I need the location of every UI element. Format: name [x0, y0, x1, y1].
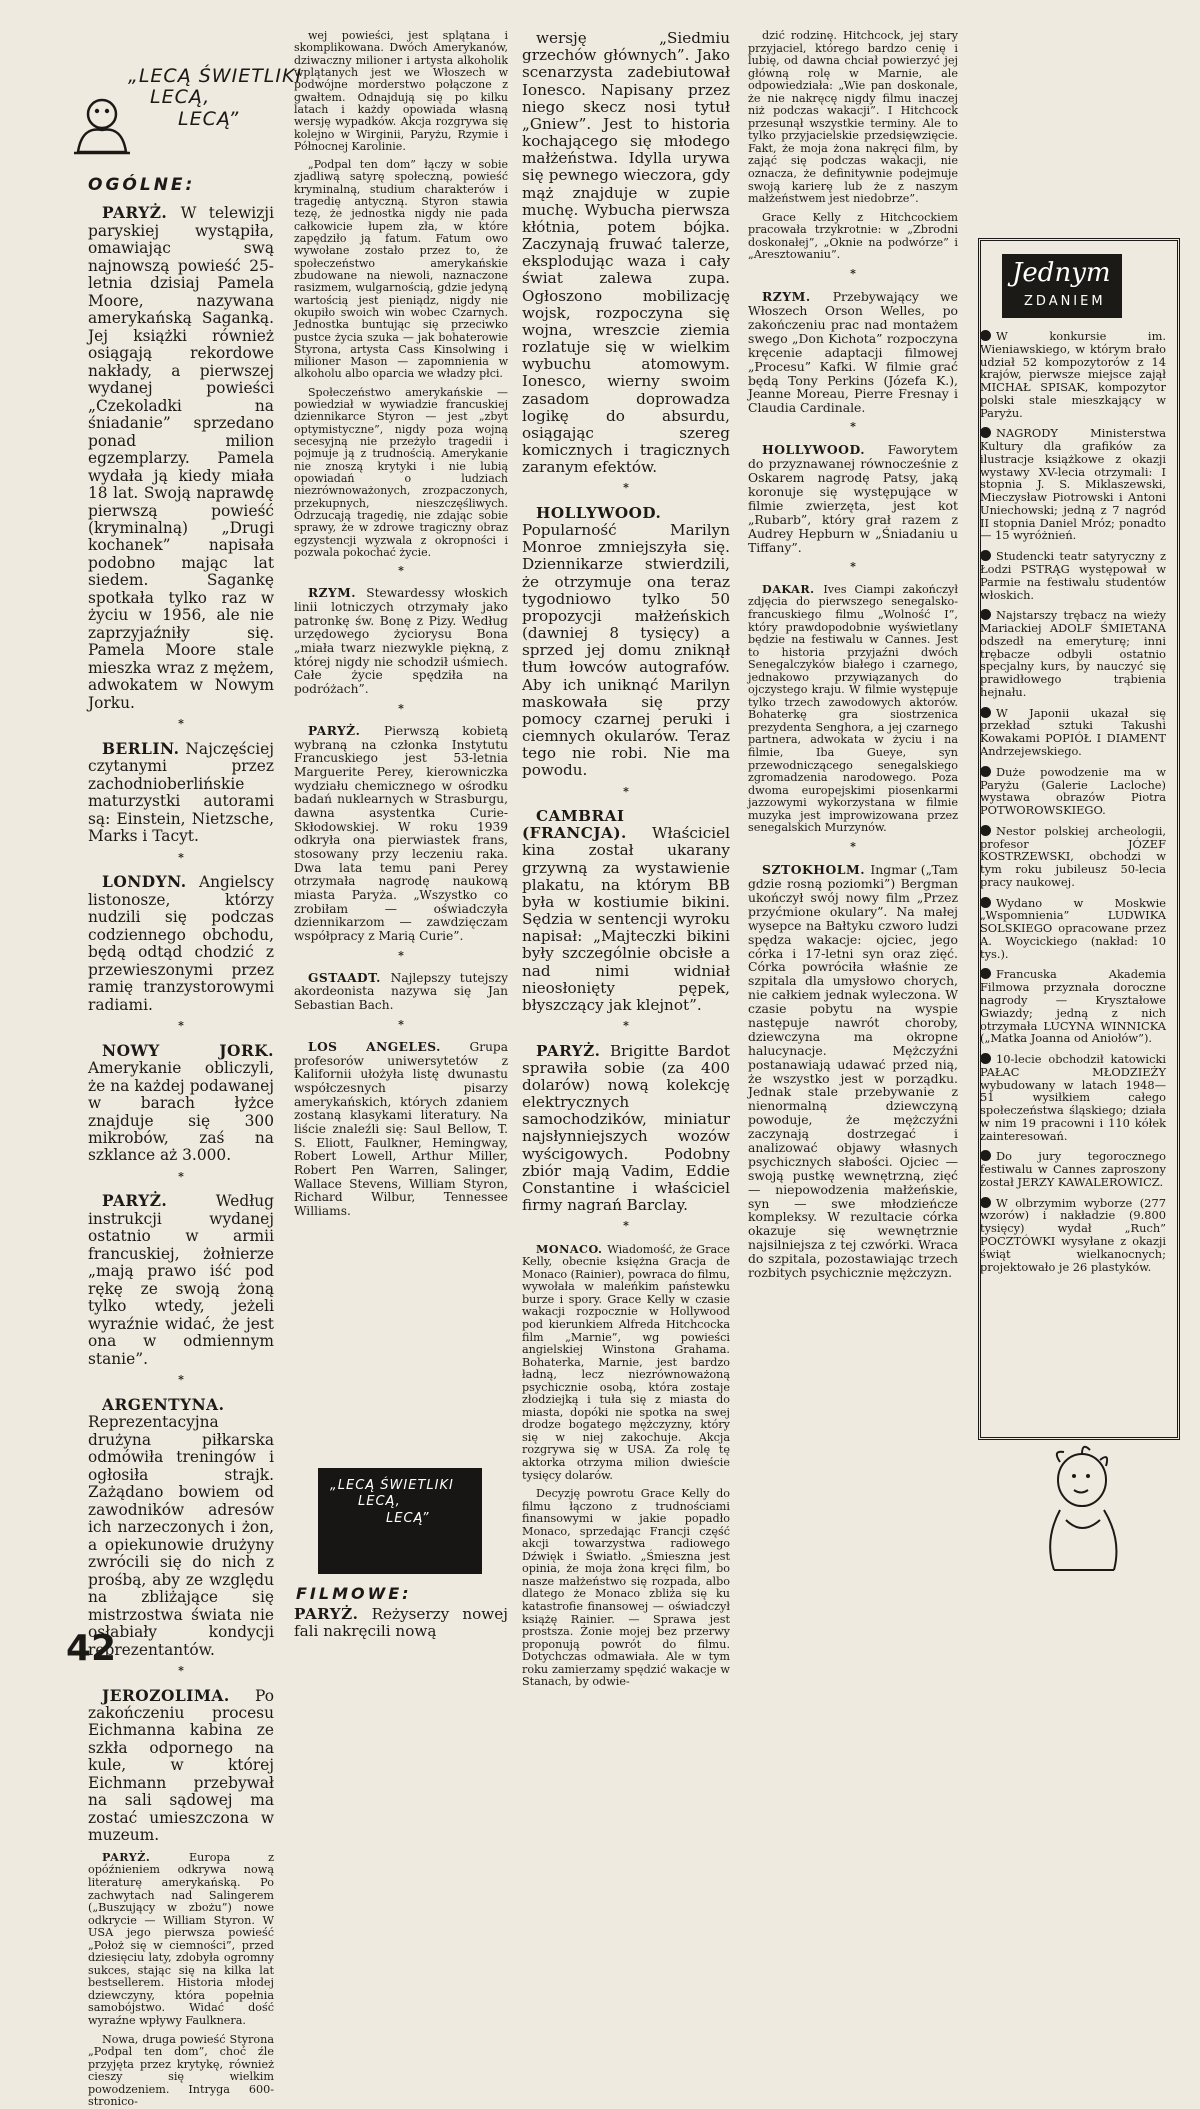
news-text: Grace Kelly z Hitchcockiem pracowała trzykrotnie: w „Zbrodni doskonałej”, „Oknie na podwórze” i „Aresztowaniu”. [748, 210, 958, 262]
item-text: Do jury tegorocznego festiwalu w Cannes zaproszony został JERZY KAWALEROWICZ. [980, 1149, 1166, 1189]
news-text: Nowa, druga powieść Styrona „Podpal ten dom”, choć źle przyjęta przez krytykę, również cieszy się wielkim powodzeniem. Intryga 600-stronico- [88, 2032, 274, 2109]
bullet-dot-icon [980, 825, 991, 836]
film-news-start [294, 1606, 508, 1640]
news-city: PARYŻ. [102, 204, 181, 223]
news-text: Pierwszą kobietą wybraną na członka Instytutu Francuskiego jest 53-letnia Marguerite Perey, kierowniczka wydziału chemicznego w ośrodku badań nuklearnych w Strasburgu, dawna asystentka Curie-Skłodowskiej. W roku 1939 odkryła ona pierwiastek frans, stosowany przy leczeniu raka. Dwa lata temu pani Perey otrzymała nagrodę naukową miasta Paryża. „Wszystko co zrobiłam — oświadczyła dziennikarzom — zawdzięczam współpracy z Marią Curie”. [294, 724, 508, 943]
separator-star: * [623, 784, 629, 798]
logo-title-line2: LECĄ, [150, 86, 211, 109]
news-text: Według instrukcji wydanej ostatnio w armii francuskiej, żołnierze „mają prawo iść pod rękę ze swoją żoną tylko wtedy, jeżeli wyraźnie widać, że jest ona w odmiennym stanie”. [88, 1192, 274, 1368]
separator-star: * [850, 266, 856, 280]
item-text: W Japonii ukazał się przekład sztuki Takushi Kowakami POPIÓŁ I DIAMENT Andrzejewskiego. [980, 705, 1166, 758]
separator-star: * [623, 1019, 629, 1033]
news-item [294, 1041, 508, 1219]
separator-star: * [850, 839, 856, 853]
news-city: HOLLYWOOD. [536, 503, 662, 522]
news-text: Faworytem do przyznawanej równocześnie z Oskarem nagrodę Patsy, jaką koronuje się występujące w filmie zwierzęta, jest kot „Rubarb”, który grał razem z Audrey Hepburn w „Śniadaniu u Tiffany”. [748, 442, 958, 555]
bullet-dot-icon [980, 427, 991, 438]
news-text: Przebywający we Włoszech Orson Welles, po zakończeniu prac nad montażem swego „Don Kichota” rozpoczyna kręcenie adaptacji filmowej „Procesu” Kafki. W filmie grać będą Tony Perkins (Józefa K.), Jeanne Moreau, Pierre Fresnay i Claudia Cardinale. [748, 289, 958, 416]
one-sentence-item [980, 550, 1166, 601]
bullet-dot-icon [980, 330, 991, 341]
item-text: W olbrzymim wyborze (277 wzorów) i nakładzie (9.800 tysięcy) wydał „Ruch” POCZTÓWKI wysyłane z okazji świąt wielkanocnych; projektowało je 26 plastyków. [980, 1195, 1166, 1274]
news-item [88, 1043, 274, 1165]
bullet-dot-icon [980, 1053, 991, 1064]
column-one-sentence-news [980, 330, 1166, 1430]
separator-star: * [398, 564, 404, 578]
news-city: ARGENTYNA. [102, 1395, 225, 1414]
news-item [522, 1043, 730, 1215]
news-text: Reprezentacyjna drużyna piłkarska odmówiła treningów i ogłosiła strajk. Zażądano bowiem od zawodników adresów ich narzeczonych i żon, a opiekunowie drużyny zwrócili się do nich z prośbą, aby ze względu na zbliżające się mistrzostwa świata nie osłabiały kondycji reprezentantów. [88, 1413, 274, 1659]
bullet-dot-icon [980, 550, 991, 561]
news-city: CAMBRAI (FRANCJA). [522, 807, 653, 843]
news-text: Ingmar („Tam gdzie rosną poziomki”) Bergman ukończył swój nowy film „Przez przyćmione okulary”. Na małej wysepce na Bałtyku czworo ludzi spędza wakacje: ojciec, jego córka i 17-letni syn oraz zięć. Córka powróciła właśnie ze szpitala dla umysłowo chorych, nie całkiem jednak wyleczona. W czasie pobytu na wyspie następuje nawrót choroby, dziewczyna ma okropne halucynacje. Mężczyźni postanawiają udawać przed nią, że wszystko jest w porządku. Jednak stale przebywanie z nienormalną dziewczyną powoduje, że mężczyźni zaczynają dostrzegać i analizować objawy własnych psychicznych słabości. Ojciec — swoją pustkę wewnętrzną, zięć — niepowodzenia małżeńskie, syn — swe młodzieńcze kompleksy. W rezultacie córka okazuje się wewnętrznie najsilniejsza z tej czwórki. Wraca do szpitala, pozostawiając trzech rozbitych psychicznie mężczyzn. [748, 862, 958, 1280]
news-item [748, 30, 958, 206]
news-item [748, 863, 958, 1280]
news-item [88, 1193, 274, 1368]
news-text: Grupa profesorów uniwersytetów z Kalifornii ułożyła listę dwunastu współczesnych pisarzy amerykańskich, których zdaniem zostaną klasykami literatury. Na liście znaleźli się: Saul Bellow, T. S. Eliott, Faulkner, Hemingway, Robert Lowell, Arthur Miller, Robert Pen Warren, Salinger, Wallace Stevens, William Styron, Richard Wilbur, Tennessee Williams. [294, 1040, 508, 1218]
one-sentence-item [980, 1150, 1166, 1188]
news-text: dzić rodzinę. Hitchcock, jej stary przyjaciel, którego bardzo cenię i lubię, od dawna chciał powierzyć jej główną rolę w Marnie, ale odpowiedziała: „Wie pan doskonale, że nie nakręcę nigdy filmu inaczej niż podczas wakacji”. I Hitchcock przesunął wszystkie terminy. Ale to tylko przyjacielskie przedsięwzięcie. Fakt, że moja żona nakręci film, by zająć się podczas wakacji, nie oznacza, że definitywnie podejmuje swoją karierę lub że z naszym małżeństwem jest niedobrze”. [748, 29, 958, 206]
col5-items [980, 330, 1166, 1273]
col4-articles [748, 30, 958, 1280]
news-text: Ives Ciampi zakończył zdjęcia do pierwszego senegalsko-francuskiego filmu „Wolność I”, który prawdopodobnie wyświetlany będzie na festiwalu w Cannes. Jest to historia przyjaźni dwóch Senegalczyków białego i czarnego, jednakowo przywiązanych do ojczystego kraju. W filmie występuje tylko trzech zawodowych aktorów. Bohaterkę gra siostrzenica prezydenta Senghora, a jej czarnego partnera, adwokata w życiu i na filmie, Iba Gueye, syn przewodniczącego senegalskiego zgromadzenia narodowego. Poza dwoma europejskimi piosenkarmi jazzowymi wykorzystana w filmie muzyka jest improwizowana przez senegalskich Murzynów. [748, 582, 958, 835]
separator-star: * [398, 948, 404, 962]
separator-star: * [178, 1019, 184, 1033]
news-text: Najczęściej czytanymi przez zachodnioberlińskie maturzystki autorami są: Einstein, Nietzsche, Marks i Tacyt. [88, 739, 274, 846]
one-sentence-item [980, 707, 1166, 758]
separator-star: * [178, 1664, 184, 1678]
separator-star: * [623, 481, 629, 495]
news-item [294, 972, 508, 1013]
news-item [88, 1688, 274, 1845]
separator-star: * [178, 850, 184, 864]
film-logo-line2: LECĄ, [358, 1494, 401, 1510]
bullet-dot-icon [980, 707, 991, 718]
item-text: Wydano w Moskwie „Wspomnienia” LUDWIKA SOLSKIEGO opracowane przez A. Woycickiego (nakład: 10 tys.). [980, 895, 1166, 961]
news-text: Amerykanie obliczyli, że na każdej podawanej w barach łyżce znajduje się 300 mikrobów, zaś na szklance aż 3.000. [88, 1059, 274, 1165]
news-item [522, 30, 730, 476]
bullet-dot-icon [980, 968, 991, 979]
item-text: Najstarszy trębacz na wieży Mariackiej ADOLF ŚMIETANA odszedł na emeryturę; inni trębacze odbyli ostatnio specjalny kurs, by nauczyć się prawidłowego trąbienia hejnału. [980, 608, 1166, 699]
news-item [88, 874, 274, 1014]
news-text: wersję „Siedmiu grzechów głównych”. Jako scenarzysta zadebiutował Ionesco. Napisany przez niego skecz nosi tytuł „Gniew”. Jest to historia kochającego się młodego małżeństwa. Idylla urywa się pewnego wieczora, gdy mąż znajduje w zupie muchę. Wybucha pierwsza kłótnia, potem bójka. Zaczynają fruwać talerze, eksplodując waza i cały świat zalewa zupa. Ogłoszono mobilizację wojsk, rozpoczyna się wojna, wreszcie ziemia rozlatuje się w wielkim wybuchu atomowym. Ionesco, wierny swoim zasadom doprowadza logikę do absurdu, osiągając szereg komicznych i tragicznych zaranym efektów. [522, 29, 730, 477]
news-item [748, 583, 958, 835]
bullet-dot-icon [980, 766, 991, 777]
news-item [88, 1851, 274, 2028]
separator-star: * [178, 1169, 184, 1183]
news-item [748, 290, 958, 415]
news-item [294, 587, 508, 696]
news-city: RZYM. [762, 289, 833, 305]
news-item [748, 443, 958, 554]
styron-paragraph: Społeczeństwo amerykańskie — powiedział w wywiadzie francuskiej dziennikarce Styron — jest „zbyt optymistyczne”, nigdy poza wojną secesyjną nie przeżyło tragedii i pojmuje ją z trudnością. Amerykanie nie znoszą krytyki i nie lubią opowiadań o ludziach niezrównoważonych, zrozpaczonych, przekupnych, nieszczęśliwych. Odrzucają tragedię, nie zdając sobie sprawy, że w zdrowe tragiczny obraz egzystencji wyzwala z okropności i pozwala pokochać życie. [294, 385, 508, 559]
one-sentence-item [980, 1053, 1166, 1142]
news-item [88, 205, 274, 712]
news-text: Właściciel kina został ukarany grzywną za wystawienie plakatu, na którym BB była w kostiumie bikini. Sędzia w sentencji wyroku napisał: „Majteczki bikini były szczególnie obcisłe a nad nimi widniał nieosłonięty pępek, błyszczący jak klejnot”. [522, 824, 730, 1014]
page-number: 42 [66, 1628, 117, 1669]
news-city: SZTOKHOLM. [762, 862, 871, 878]
film-logo-line3: LECĄ” [386, 1510, 430, 1526]
news-text: Wiadomość, że Grace Kelly, obecnie księżna Gracja de Monaco (Rainier), powraca do filmu, wywołała w maleńkim państewku burze i spory. Grace Kelly w czasie wakacji rozpocznie w Hollywood pod kierunkiem Alfreda Hitchcocka film „Marnie”, wg powieści angielskiej Winstona Grahama. Bohaterka, Marnie, jest bardzo ładną, lecz niezrównoważoną psychicznie osobą, która zostaje złodziejką i tuła się z miasta do miasta, dopóki nie spotka na swej drodze bogatego mężczyzny, który się w niej zakochuje. Akcja rozgrywa się w USA. Za rolę tę aktorka otrzyma milion dwieście tysięcy dolarów. [522, 1242, 730, 1482]
one-sentence-item [980, 897, 1166, 961]
item-text: 10-lecie obchodził katowicki PAŁAC MŁODZIEŻY wybudowany w latach 1948—51 wysiłkiem całego społeczeństwa śląskiego; działa w nim 19 pracowni i 110 kółek zainteresowań. [980, 1052, 1166, 1143]
column-film-news-2 [748, 30, 958, 1670]
news-text: Popularność Marilyn Monroe zmniejszyła się. Dziennikarze stwierdzili, że otrzymuje ona teraz tygodniowo tylko 50 propozycji małżeńskich (dawniej 8 tysięcy) a sprzed jej domu zniknął tłum łowców autografów. Aby ich uniknąć Marilyn maskowała się przy pomocy czarnej peruki i ciemnych okularów. Teraz tego nie robi. Nie ma powodu. [522, 521, 730, 780]
item-text: Nestor polskiej archeologii, profesor JÓZEF KOSTRZEWSKI, obchodzi w tym roku jubileusz 50-lecia pracy naukowej. [980, 823, 1166, 889]
logo-title [128, 66, 302, 130]
news-city: LOS ANGELES. [308, 1040, 470, 1055]
col1-articles [88, 205, 274, 2109]
separator-star: * [623, 1219, 629, 1233]
item-text: Duże powodzenie ma w Paryżu (Galerie Lacloche) wystawa obrazów Piotra POTWOROWSKIEGO. [980, 764, 1166, 818]
news-text: Brigitte Bardot sprawiła sobie (za 400 dolarów) nową kolekcję elektrycznych samochodzików, miniatur najsłynniejszych wozów wyścigowych. Podobny zbiór mają Vadim, Eddie Constantine i właściciel firmy nagrań Barclay. [522, 1041, 730, 1215]
news-item [294, 725, 508, 944]
separator-star: * [178, 717, 184, 731]
one-sentence-item [980, 825, 1166, 889]
news-item [748, 212, 958, 262]
separator-star: * [850, 559, 856, 573]
news-text: Decyzję powrotu Grace Kelly do filmu łączono z trudnościami finansowymi w jakie popadło Monaco, sprzedając Francji część akcji towarzystwa radiowego Dźwięk i Światło. „Śmieszna jest opinia, że moja żona kręci film, bo nasze małżeństwo się rozpada, albo dlatego że Monaco zbliża się ku katastrofie finansowej — oświadczył książę Rainier. — Sprawa jest prostsza. Żonie mojej bez przerwy proponują powrót do filmu. Dotychczas odmawiała. Ale w tym roku zamierzamy spędzić wakacje w Stanach, by odwie- [522, 1487, 730, 1689]
item-text: W konkursie im. Wieniawskiego, w którym brało udział 52 kompozytorów z 14 krajów, pierwsze miejsce zajął MICHAŁ SPISAK, kompozytor polski stale mieszkający w Paryżu. [980, 329, 1166, 420]
item-text: Francuska Akademia Filmowa przyznała doroczne nagrody — Kryształowe Gwiazdy; jedną z nich otrzymała LUCYNA WINNICKA („Matka Joanna od Aniołów”). [980, 967, 1166, 1046]
news-city: PARYŻ. [294, 1605, 359, 1623]
sidebar-title-line2: ZDANIEM [1024, 294, 1106, 309]
film-logo-title [330, 1478, 454, 1527]
separator-star: * [398, 701, 404, 715]
news-city: HOLLYWOOD. [762, 442, 888, 458]
news-item [88, 1397, 274, 1659]
section-heading-film: FILMOWE: [296, 1584, 412, 1603]
sidebar-title-line1: Jednym [1012, 258, 1111, 288]
one-sentence-item [980, 968, 1166, 1045]
column-film-news-1 [522, 29, 730, 1689]
news-city: RZYM. [308, 586, 367, 601]
bullet-dot-icon [980, 897, 991, 908]
news-text: Stewardessy włoskich linii lotniczych otrzymały jako patronkę św. Bonę z Pizy. Według urzędowego życiorysu Bona „miała twarz niezwykle piękną, z której nigdy nie schodził uśmiech. Całe życie spędziła na podróżach”. [294, 586, 508, 697]
styron-paragraph: wej powieści, jest splątana i skomplikowana. Dwóch Amerykanów, dziwaczny milioner i artysta alkoholik wplątanych jest we Włoszech w podwójne morderstwo połączone z gwałtem. Odnajdują się po kilku latach i każdy opowiada własną wersję wypadków. Akcja rozgrywa się kolejno w Wirginii, Paryżu, Rzymie i Północnej Karolinie. [294, 29, 508, 153]
news-item [88, 741, 274, 846]
news-city: LONDYN. [102, 873, 199, 892]
news-city: GSTAADT. [308, 970, 391, 985]
column-styron-and-news [294, 30, 508, 1460]
section-heading-general: OGÓLNE: [88, 175, 196, 195]
news-text: Europa z opóźnieniem odkrywa nową literaturę amerykańską. Po zachwytach nad Salingerem („Buszujący w zbożu”) nowe odkrycie — William Styron. W USA jego pierwsza powieść „Położ się w ciemności”, przed dziesięciu laty, zdobyła ogromny sukces, stając się na kilka lat bestsellerem. Historia młodej dziewczyny, która popełnia samobójstwo. Widać dość wyraźne wpływy Faulknera. [88, 1850, 274, 2027]
one-sentence-item [980, 330, 1166, 419]
news-text: Najlepszy tutejszy akordeonista nazywa się Jan Sebastian Bach. [294, 970, 508, 1013]
bullet-dot-icon [980, 609, 991, 620]
news-city: PARYŻ. [308, 724, 384, 738]
item-text: NAGRODY Ministerstwa Kultury dla grafików za ilustracje książkowe z okazji wystawy XV-lecia otrzymali: I stopnia J. S. Miklaszewski, Mieczysław Piotrowski i Antoni Uniechowski; jedną z 7 nagród II stopnia Daniel Mróz; ponadto — 15 wyróżnień. [980, 426, 1166, 543]
bullet-dot-icon [980, 1197, 991, 1208]
bullet-dot-icon [980, 1150, 991, 1161]
news-city: PARYŻ. [102, 1849, 189, 1864]
news-city: JEROZOLIMA. [102, 1686, 255, 1705]
news-text: W telewizji paryskiej wystąpiła, omawiając swą najnowszą powieść 25-letnia dzisiaj Pamela Moore, nazywana amerykańską Saganką. Jej książki również osiągają rekordowe nakłady, a pierwszej wydanej powieści „Czekoladki na śniadanie” sprzedano ponad milion egzemplarzy. Pamela wydała ją kiedy miała 18 lat. Swoją naprawdę pierwszą powieść (kryminalną) „Drugi kochanek” napisała podobno mając lat siedem. Sagankę spotkała tylko raz w życiu w 1956, ale nie zaprzyjaźniły się. Pamela Moore stale mieszka wraz z mężem, adwokatem w Nowym Jorku. [88, 204, 274, 712]
news-text: Reżyserzy nowej fali nakręcili nową [294, 1605, 508, 1641]
news-text: Po zakończeniu procesu Eichmanna kabina ze szkła odpornego na kule, w której Eichmann przebywał na sali sądowej ma zostać umieszczona w muzeum. [88, 1686, 274, 1845]
col3-articles [522, 30, 730, 1689]
one-sentence-item [980, 1197, 1166, 1274]
news-item [522, 505, 730, 780]
news-city: PARYŻ. [102, 1192, 216, 1211]
logo-title-line3: LECĄ” [178, 107, 240, 130]
one-sentence-item [980, 427, 1166, 542]
news-text: Angielscy listonosze, którzy nudzili się podczas codziennego obchodu, będą odtąd chodzić z przewieszonymi przez ramię tranzystorowymi radiami. [88, 873, 274, 1014]
logo-title-line1: „LECĄ ŚWIETLIKI [128, 65, 303, 87]
news-item [522, 808, 730, 1014]
separator-star: * [850, 420, 856, 434]
sidebar-title [998, 254, 1128, 322]
styron-paragraph: „Podpal ten dom” łączy w sobie zjadliwą satyrę społeczną, powieść kryminalną, studium charakterów i tragedię antyczną. Styron stawia tezę, że jednostka nigdy nie pada całkowicie łupem zła, w które zapędziło ją fatum. Fatum owo wywołane zostało przez to, że społeczeństwo amerykańskie zbudowane na niewoli, naznaczone rasizmem, wulgarnością, gdzie jedyną wartością jest pieniądz, nigdy nie okupiło swoich win wobec Czarnych. Jednostka buntując się przeciwko pustce życia szuka — jak bohaterowie Styrona, artysta Cass Kinsolwing i milioner Mason — zapomnienia w alkoholu albo oparcia we władzy płci. [294, 158, 508, 381]
col2-articles [294, 30, 508, 1219]
cartoon-figure-illustration [1030, 1440, 1142, 1590]
item-text: Studencki teatr satyryczny z Łodzi PSTRĄG występował w Parmie na festiwalu studentów włoskich. [980, 549, 1166, 602]
one-sentence-item [980, 609, 1166, 698]
news-item [522, 1488, 730, 1689]
one-sentence-item [980, 766, 1166, 817]
news-item [522, 1243, 730, 1482]
separator-star: * [178, 1373, 184, 1387]
news-city: NOWY JORK. [102, 1041, 274, 1060]
separator-star: * [398, 1017, 404, 1031]
news-city: MONACO. [536, 1241, 608, 1256]
news-city: PARYŻ. [536, 1041, 610, 1060]
film-logo-line1: „LECĄ ŚWIETLIKI [330, 1478, 454, 1493]
news-city: BERLIN. [102, 739, 186, 758]
news-city: DAKAR. [762, 581, 824, 596]
news-item [88, 2034, 274, 2109]
